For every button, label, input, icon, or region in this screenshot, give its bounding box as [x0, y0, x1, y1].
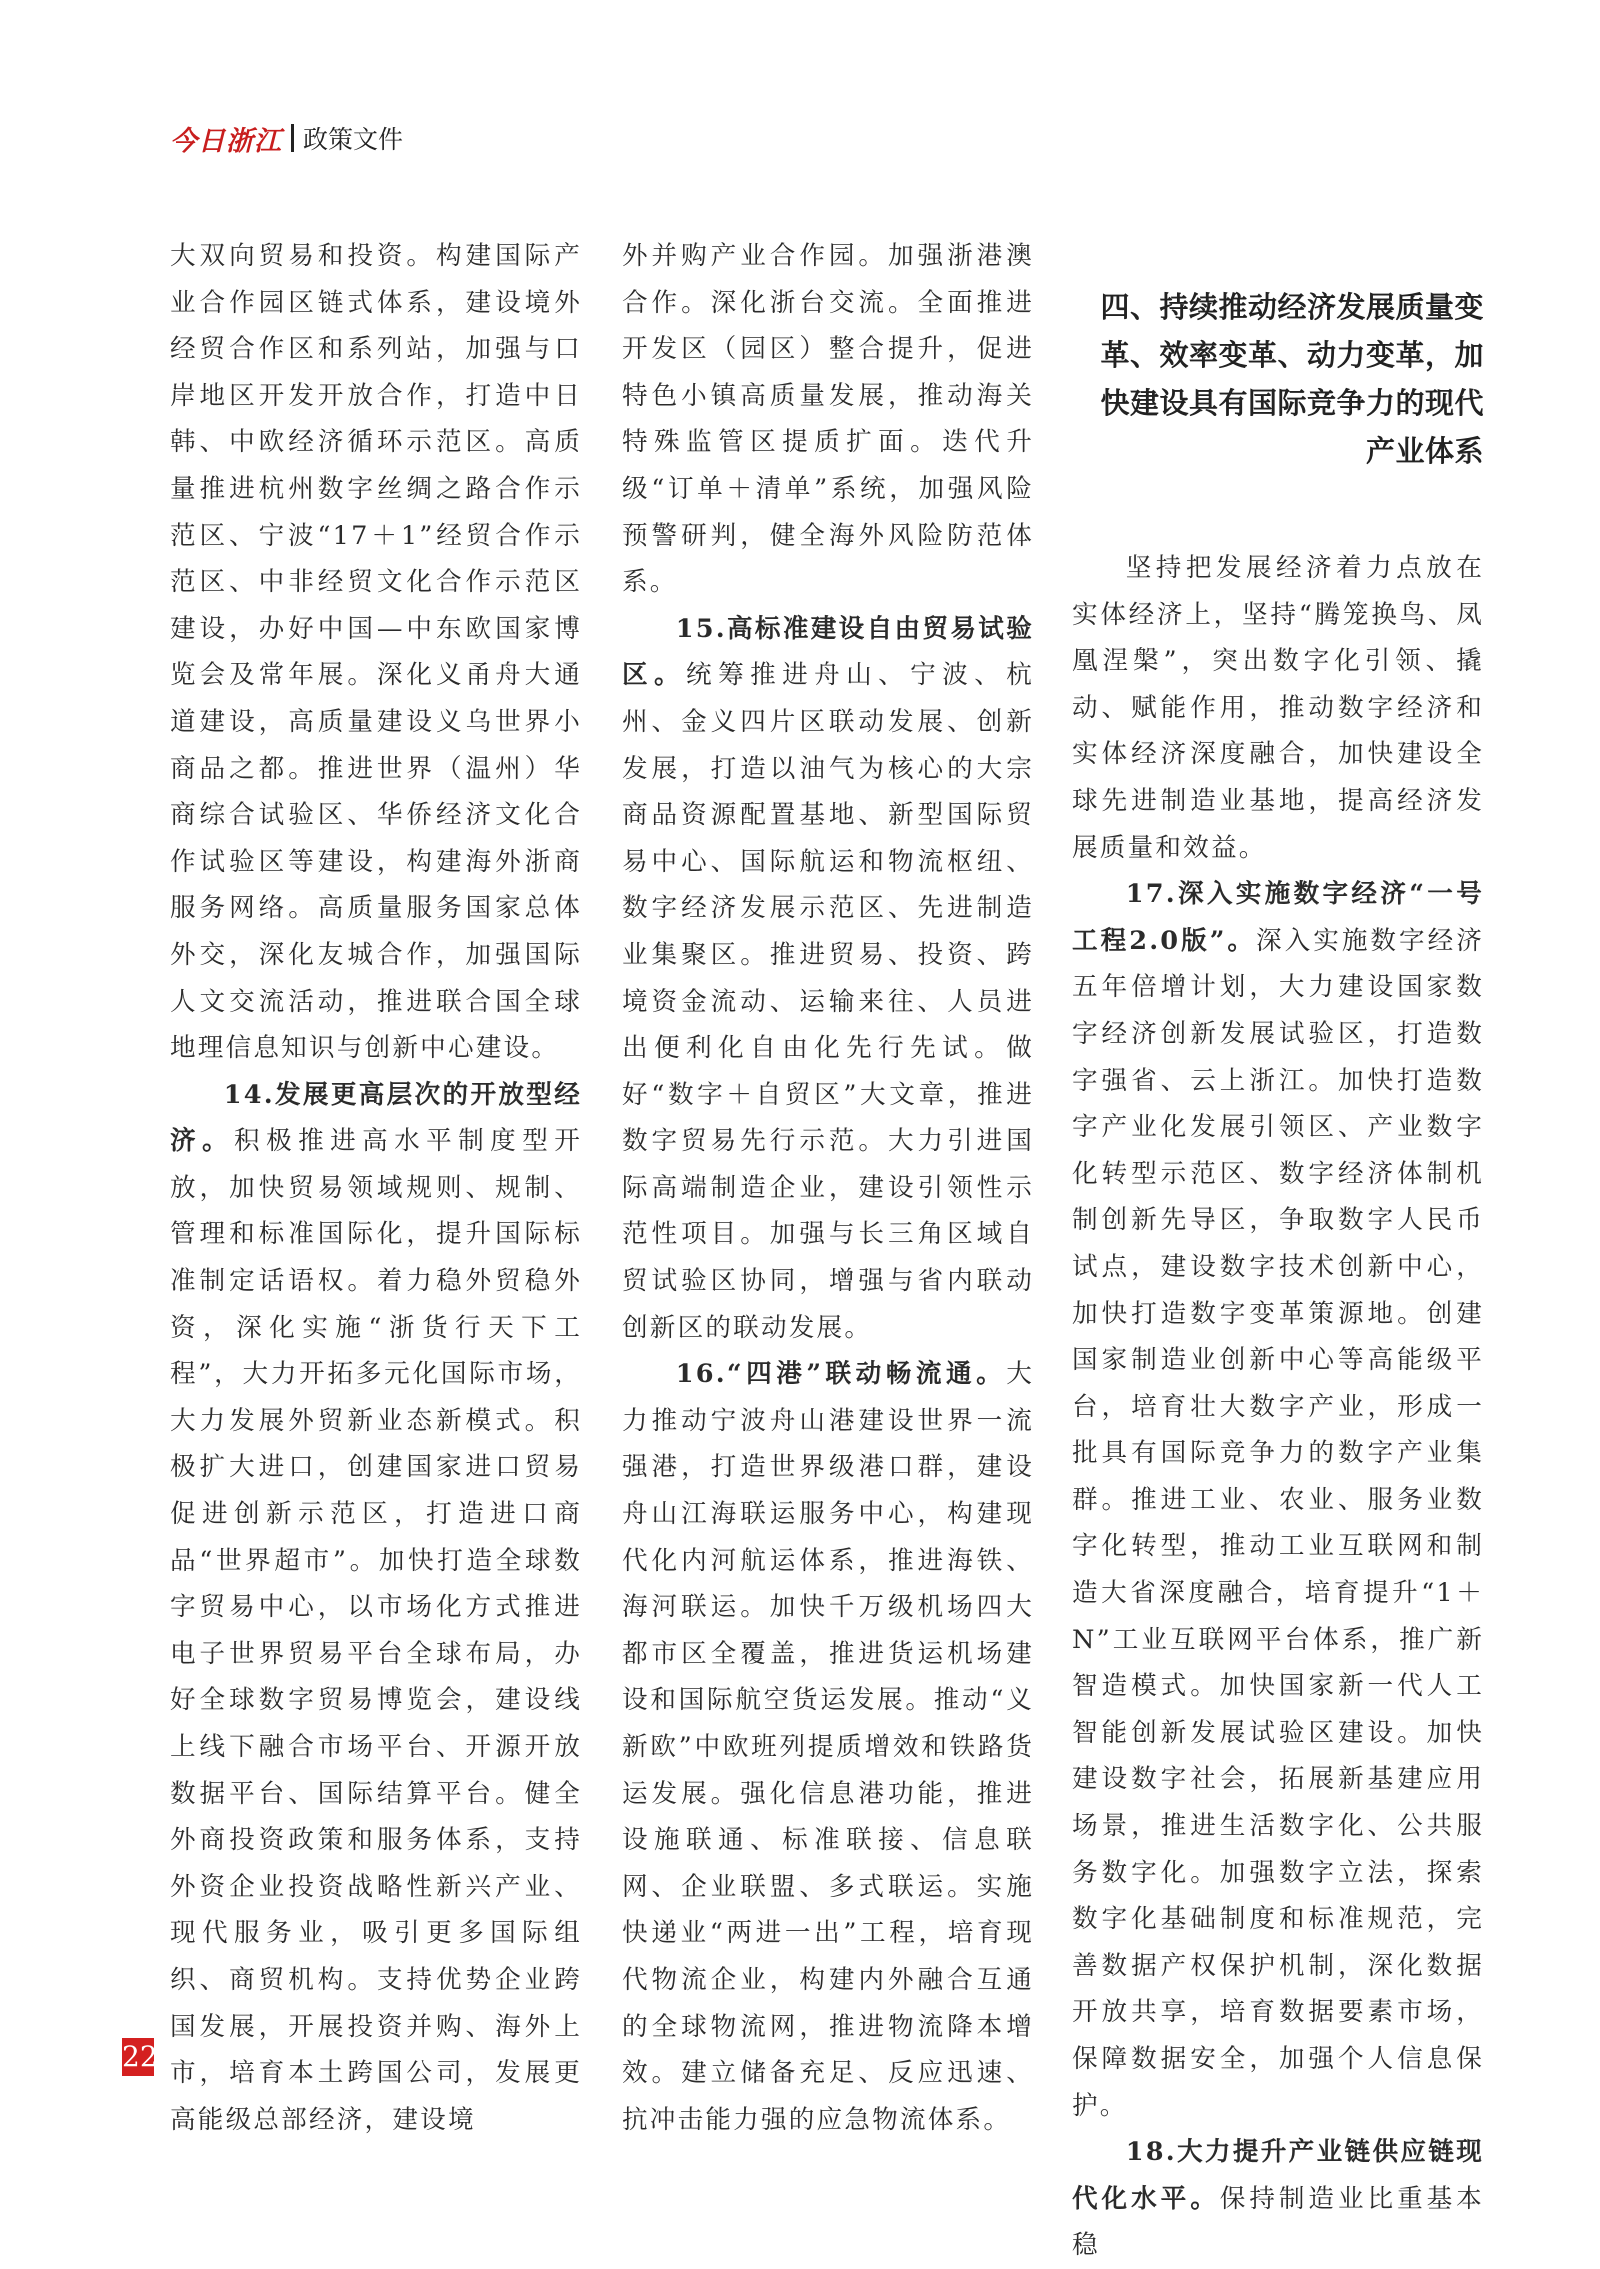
item-body: 保持制造业比重基本稳: [1072, 2183, 1484, 2261]
paragraph: 外并购产业合作园。加强浙港澳合作。深化浙台交流。全面推进开发区（园区）整合提升，促进特色小镇高质量发展，推动海关特殊监管区提质扩面。迭代升级“订单＋清单”系统，加强风险预警研判，健全海外风险防范体系。: [622, 241, 1034, 598]
item-body: 统筹推进舟山、宁波、杭州、金义四片区联动发展、创新发展，打造以油气为核心的大宗商品资源配置基地、新型国际贸易中心、国际航运和物流枢纽、数字经济发展示范区、先进制造业集聚区。推进贸易、投资、跨境资金流动、运输来往、人员进出便利化自由化先行先试。做好“数字＋自贸区”大文章，推进数字贸易先行示范。大力引进国际高端制造企业，建设引领性示范性项目。加强与长三角区域自贸试验区协同，增强与省内联动创新区的联动发展。: [622, 660, 1035, 1343]
item-title: 14.发展更高层次的开放型经济。: [170, 1079, 582, 1157]
paragraph: [170, 1072, 582, 2144]
item-title: 16.“四港”联动畅流通。: [675, 1359, 1007, 1390]
paragraph: [622, 1351, 1034, 2143]
item-body: 大力推动宁波舟山港建设世界一流强港，打造世界级港口群，建设舟山江海联运服务中心，构建现代化内河航运体系，推进海铁、海河联运。加快千万级机场四大都市区全覆盖，推进货运机场建设和国际航空货运发展。推动“义新欧”中欧班列提质增效和铁路货运发展。强化信息港功能，推进设施联通、标准联接、信息联网、企业联盟、多式联运。实施快递业“两进一出”工程，培育现代物流企业，构建内外融合互通的全球物流网，推进物流降本增效。建立储备充足、反应迅速、抗冲击能力强的应急物流体系。: [622, 1359, 1034, 2135]
column-1: [170, 233, 582, 2143]
page-number: 22: [122, 2038, 154, 2076]
header-divider: [291, 124, 294, 152]
paragraph: [1072, 2129, 1484, 2269]
section-name: 政策文件: [303, 125, 404, 154]
column-3: [1072, 233, 1484, 2269]
item-body: 深入实施数字经济五年倍增计划，大力建设国家数字经济创新发展试验区，打造数字强省、云上浙江。加快打造数字产业化发展引领区、产业数字化转型示范区、数字经济体制机制创新先导区，争取数字人民币试点，建设数字技术创新中心，加快打造数字变革策源地。创建国家制造业创新中心等高能级平台，培育壮大数字产业，形成一批具有国际竞争力的数字产业集群。推进工业、农业、服务业数字化转型，推动工业互联网和制造大省深度融合，培育提升“1＋N”工业互联网平台体系，推广新智造模式。加快国家新一代人工智能创新发展试验区建设。加快建设数字社会，拓展新基建应用场景，推进生活数字化、公共服务数字化。加强数字立法，探索数字化基础制度和标准规范，完善数据产权保护机制，深化数据开放共享，培育数据要素市场，保障数据安全，加强个人信息保护。: [1072, 925, 1484, 2121]
paragraph: [622, 606, 1034, 1352]
item-title: 15.高标准建设自由贸易试验区。: [622, 613, 1034, 691]
section-heading: 四、持续推动经济发展质量变革、效率变革、动力变革，加快建设具有国际竞争力的现代产业体系: [1100, 290, 1484, 468]
paragraph: [1072, 871, 1484, 2129]
item-body: 积极推进高水平制度型开放，加快贸易领域规则、规制、管理和标准国际化，提升国际标准制定话语权。着力稳外贸稳外资，深化实施“浙货行天下工程”，大力开拓多元化国际市场，大力发展外贸新业态新模式。积极扩大进口，创建国家进口贸易促进创新示范区，打造进口商品“世界超市”。加快打造全球数字贸易中心，以市场化方式推进电子世界贸易平台全球布局，办好全球数字贸易博览会，建设线上线下融合市场平台、开源开放数据平台、国际结算平台。健全外商投资政策和服务体系，支持外资企业投资战略性新兴产业、现代服务业，吸引更多国际组织、商贸机构。支持优势企业跨国发展，开展投资并购、海外上市，培育本土跨国公司，发展更高能级总部经济，建设境: [170, 1126, 583, 2135]
page-header: [170, 118, 403, 158]
item-title: 18.大力提升产业链供应链现代化水平。: [1072, 2137, 1484, 2214]
item-title: 17.深入实施数字经济“一号工程2.0版”。: [1072, 879, 1484, 956]
paragraph: 大双向贸易和投资。构建国际产业合作园区链式体系，建设境外经贸合作区和系列站，加强与口岸地区开发开放合作，打造中日韩、中欧经济循环示范区。高质量推进杭州数字丝绸之路合作示范区、宁波“17＋1”经贸合作示范区、中非经贸文化合作示范区建设，办好中国—中东欧国家博览会及常年展。深化义甬舟大通道建设，高质量建设义乌世界小商品之都。推进世界（温州）华商综合试验区、华侨经济文化合作试验区等建设，构建海外浙商服务网络。高质量服务国家总体外交，深化友城合作，加强国际人文交流活动，推进联合国全球地理信息知识与创新中心建设。: [170, 241, 582, 1064]
magazine-logo: 今日浙江: [170, 125, 282, 157]
paragraph: 坚持把发展经济着力点放在实体经济上，坚持“腾笼换鸟、凤凰涅槃”，突出数字化引领、撬动、赋能作用，推动数字经济和实体经济深度融合，加快建设全球先进制造业基地，提高经济发展质量和效益。: [1072, 553, 1484, 863]
column-2: [622, 233, 1034, 2143]
